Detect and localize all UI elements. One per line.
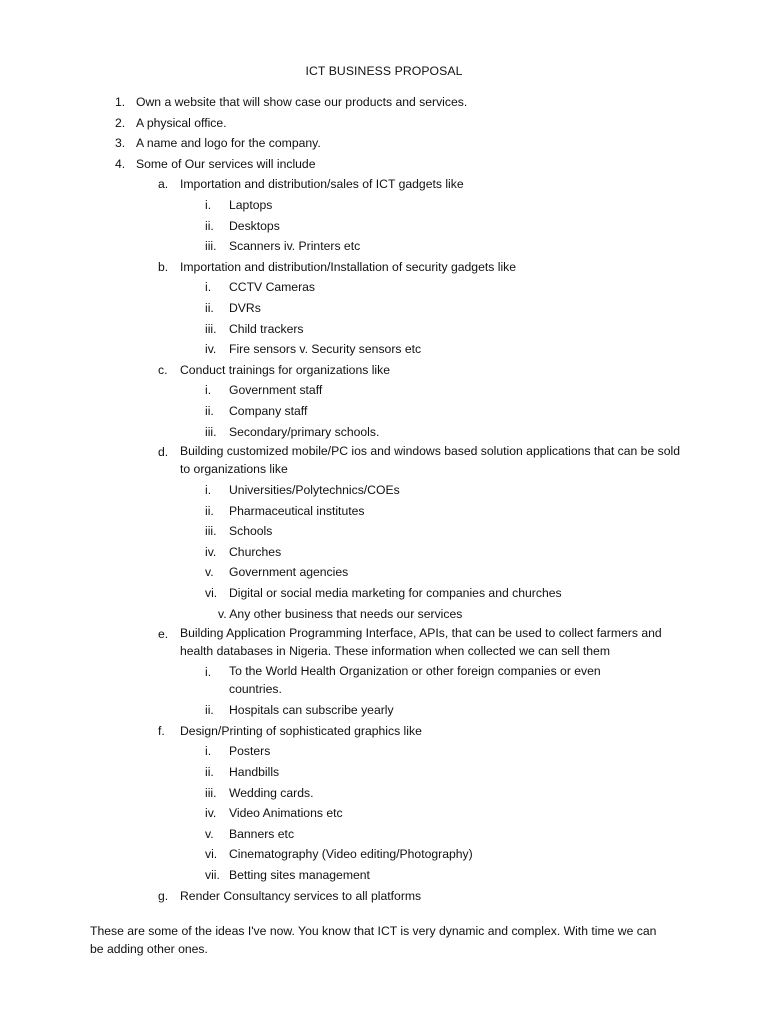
sub-item: iii. Wedding cards. <box>205 785 314 800</box>
list-item: 3. A name and logo for the company. <box>115 136 321 151</box>
list-item: 4. Some of Our services will include <box>115 156 316 171</box>
sub-item: i. Laptops <box>205 197 273 212</box>
page-title: ICT BUSINESS PROPOSAL <box>305 64 463 78</box>
service-item: a. Importation and distribution/sales of ICT gadgets like <box>158 177 464 192</box>
list-item: 2. A physical office. <box>115 115 227 130</box>
sub-item: vi. Cinematography (Video editing/Photography) <box>205 847 473 862</box>
sub-item: v. Banners etc <box>205 826 295 841</box>
service-item: f. Design/Printing of sophisticated graphics like <box>158 723 422 738</box>
sub-item: iii. Secondary/primary schools. <box>205 424 380 439</box>
sub-item: i. Government staff <box>205 383 323 398</box>
sub-item: iv. Fire sensors v. Security sensors etc <box>205 342 422 357</box>
proposal-list <box>0 92 768 906</box>
sub-item: ii. Hospitals can subscribe yearly <box>205 703 394 718</box>
sub-item: ii. Desktops <box>205 218 280 233</box>
service-item: c. Conduct trainings for organizations like <box>158 362 391 377</box>
sub-item: ii. Company staff <box>205 403 308 418</box>
sub-item: iii. Schools <box>205 524 273 539</box>
sub-item: i. Posters <box>205 744 271 759</box>
service-item: g. Render Consultancy services to all platforms <box>158 888 422 903</box>
service-item: b. Importation and distribution/Installation of security gadgets like <box>158 259 517 274</box>
sub-item: v. Government agencies <box>205 565 349 580</box>
list-item: 1. Own a website that will show case our products and services. <box>115 95 468 109</box>
sub-item: ii. Handbills <box>205 765 280 780</box>
sub-item: iii. Child trackers <box>205 321 304 336</box>
service-item: d. Building customized mobile/PC ios and windows based solution applications that can be sold to organizations like <box>158 444 680 477</box>
sub-item: ii. Pharmaceutical institutes <box>205 503 365 518</box>
sub-item: iv. Video Animations etc <box>205 806 343 821</box>
closing-paragraph: These are some of the ideas I've now. You know that ICT is very dynamic and complex. With time we can be adding other ones. <box>90 924 657 956</box>
sub-item: i. Universities/Polytechnics/COEs <box>205 483 400 498</box>
sub-item: i. CCTV Cameras <box>205 280 316 295</box>
sub-item: vi. Digital or social media marketing for companies and churches <box>205 586 562 601</box>
sub-item: vii. Betting sites management <box>205 868 370 882</box>
sub-item: i. To the World Health Organization or other foreign companies or even countries. <box>205 664 601 697</box>
sub-item: ii. DVRs <box>205 300 261 315</box>
sub-item-extra: v. Any other business that needs our services <box>218 606 463 621</box>
service-item: e. Building Application Programming Interface, APIs, that can be used to collect farmers and health databases in Nigeria. These information when collected we can sell them <box>158 626 662 659</box>
sub-item: iii. Scanners iv. Printers etc <box>205 239 361 254</box>
sub-item: iv. Churches <box>205 544 282 559</box>
